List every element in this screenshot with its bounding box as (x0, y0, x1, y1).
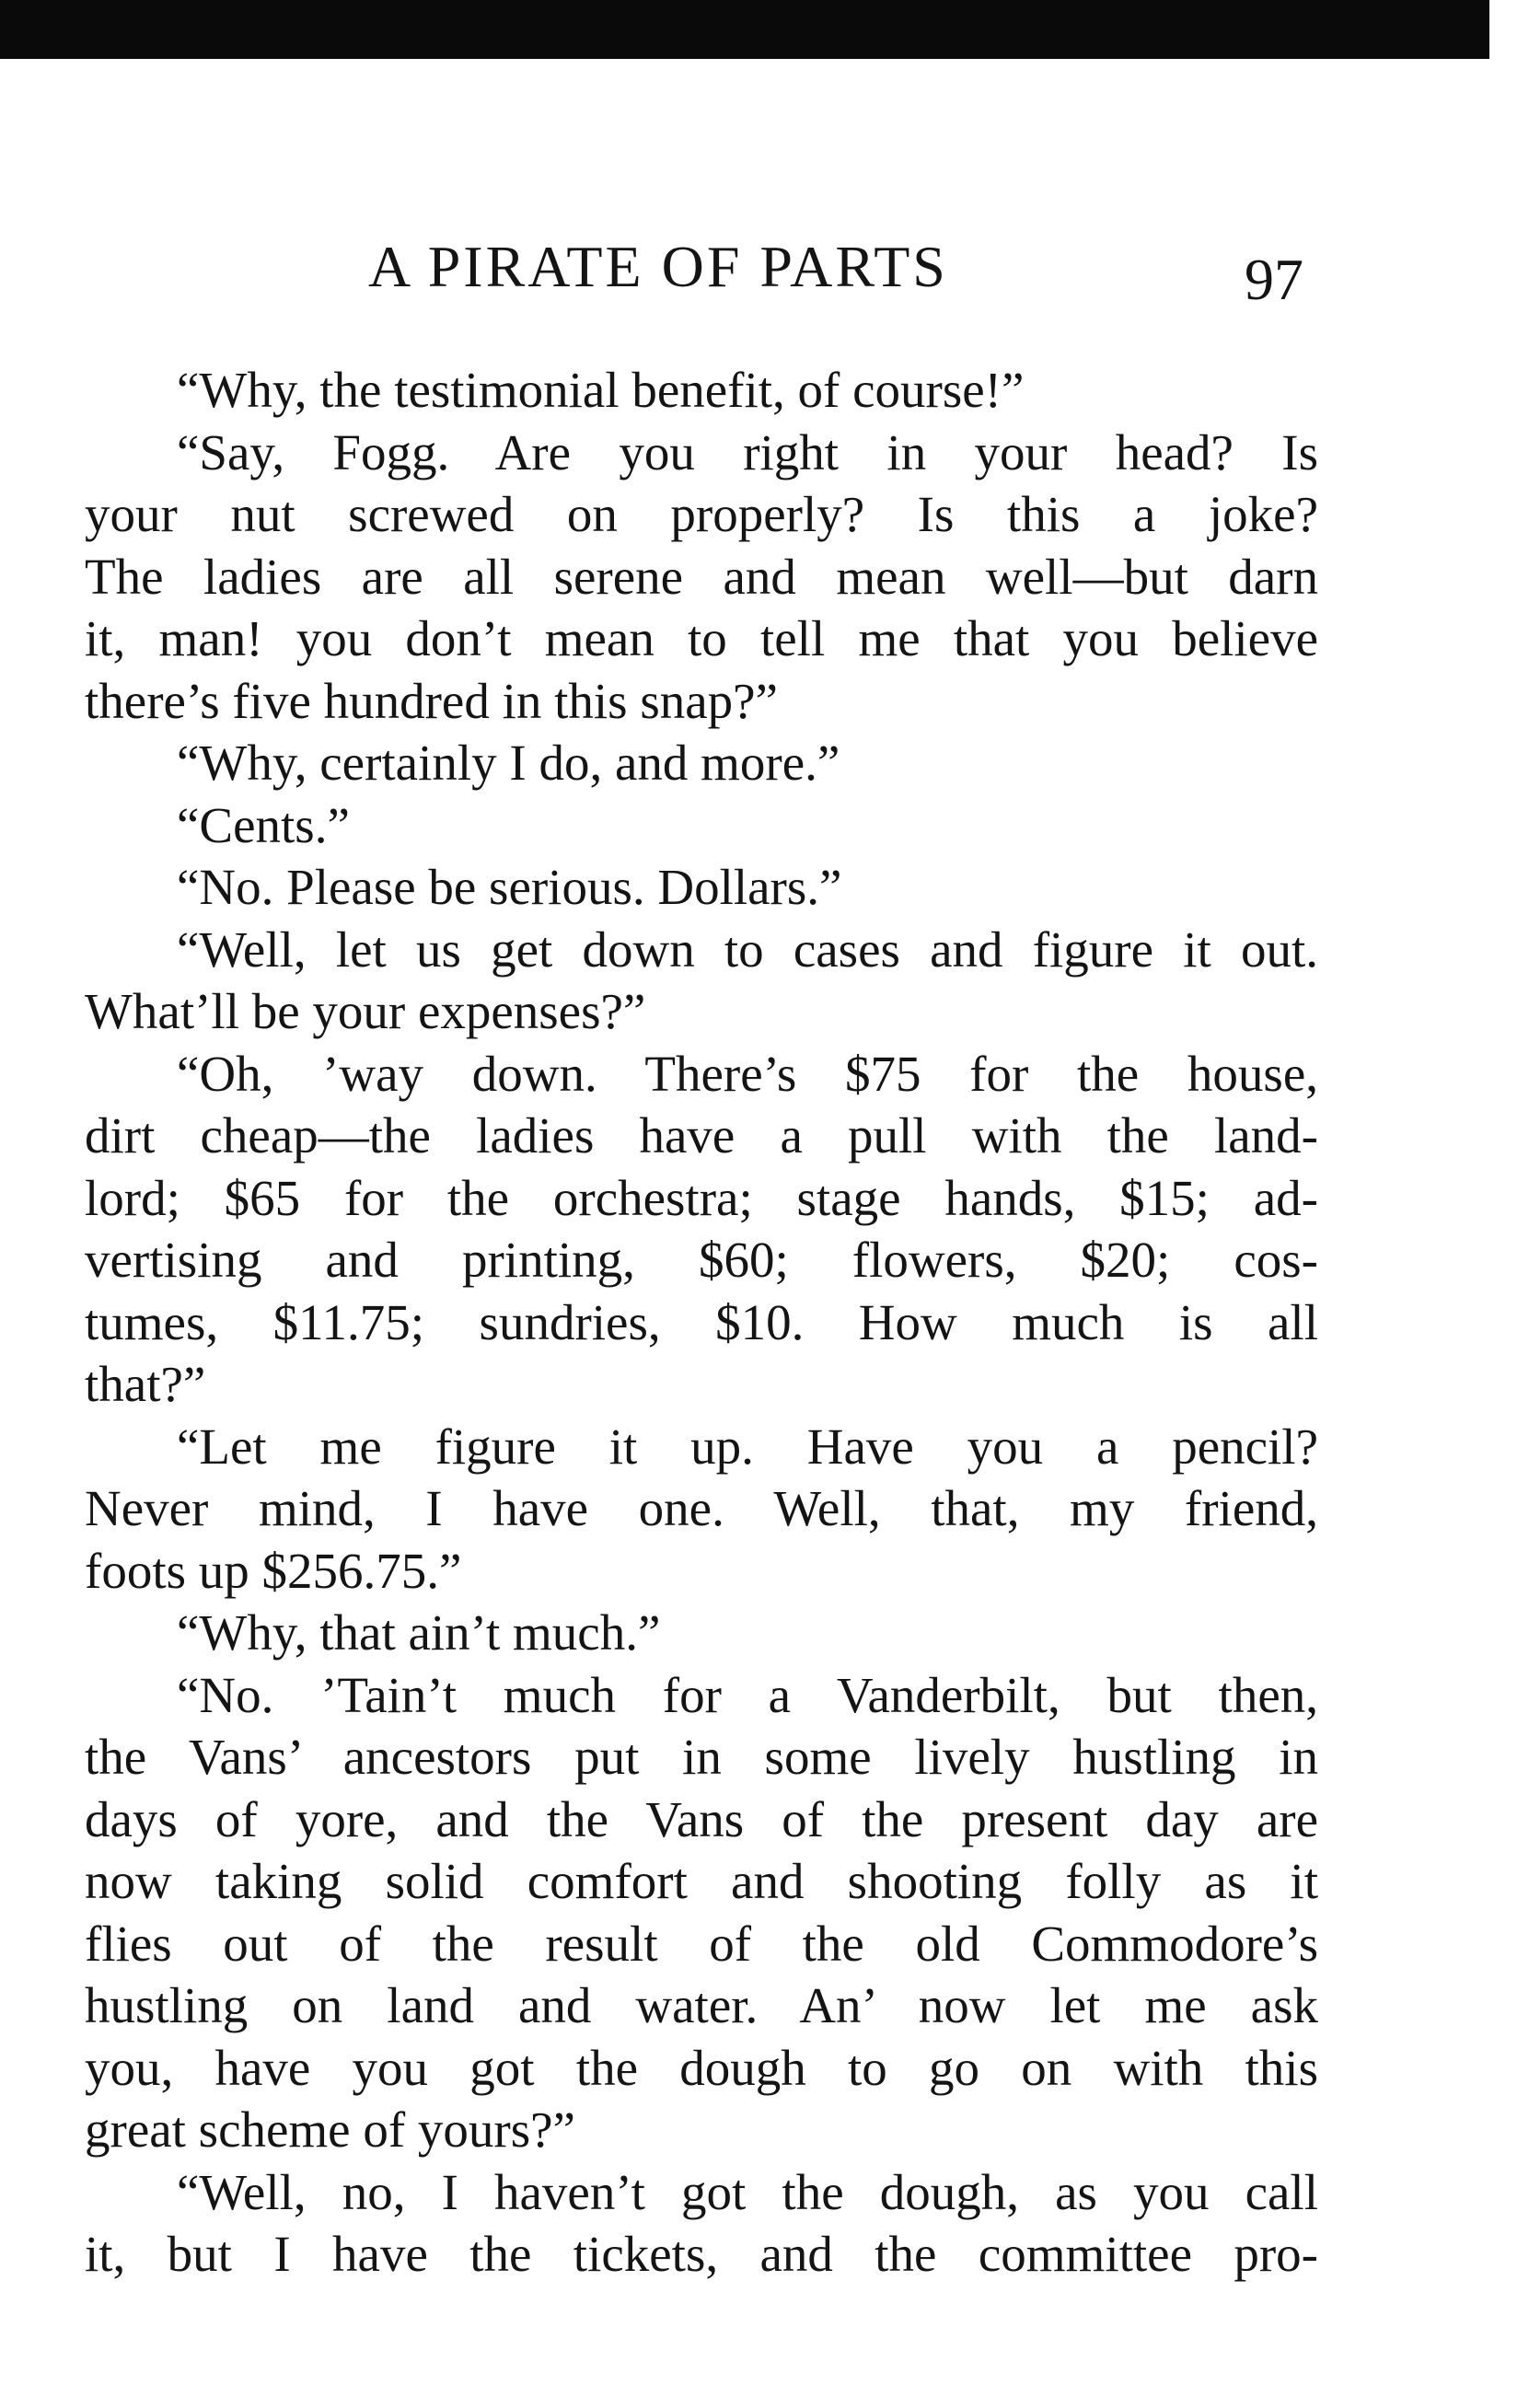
text-line: vertising and printing, $60; flowers, $20; cos- (85, 1232, 1318, 1288)
running-head: A PIRATE OF PARTS (368, 234, 948, 299)
text-line: that?” (85, 1356, 206, 1412)
text-line: there’s five hundred in this snap?” (85, 672, 778, 729)
page-number: 97 (1245, 247, 1303, 312)
text-line: days of yore, and the Vans of the present day are (85, 1790, 1318, 1847)
text-line: What’ll be your expenses?” (85, 983, 646, 1039)
text-line: “Why, that ain’t much.” (177, 1604, 661, 1661)
text-line: “Say, Fogg. Are you right in your head? Is (177, 423, 1318, 480)
text-line: “No. ’Tain’t much for a Vanderbilt, but then, (177, 1666, 1318, 1723)
text-line: flies out of the result of the old Commodore’s (85, 1915, 1318, 1972)
text-line: hustling on land and water. An’ now let me ask (85, 1977, 1318, 2033)
body-text (85, 359, 1318, 2286)
text-line: The ladies are all serene and mean well—but darn (85, 548, 1318, 605)
text-line: “Oh, ’way down. There’s $75 for the house, (177, 1045, 1318, 1102)
text-line: your nut screwed on properly? Is this a joke? (85, 486, 1318, 542)
text-line: it, man! you don’t mean to tell me that you believe (85, 610, 1318, 666)
top-rule (0, 0, 1489, 59)
text-line: it, but I have the tickets, and the committee pro- (85, 2226, 1318, 2282)
text-line: you, have you got the dough to go on with this (85, 2039, 1318, 2096)
text-line: “Well, let us get down to cases and figure it out. (177, 920, 1318, 978)
text-line: Never mind, I have one. Well, that, my friend, (85, 1480, 1318, 1536)
text-line: “Why, the testimonial benefit, of course!” (177, 362, 1025, 418)
text-line: great scheme of yours?” (85, 2101, 575, 2158)
text-line: dirt cheap—the ladies have a pull with the land- (85, 1107, 1318, 1163)
text-line: “Well, no, I haven’t got the dough, as you call (177, 2163, 1318, 2220)
text-line: “Why, certainly I do, and more.” (177, 735, 840, 791)
text-line: “Let me figure it up. Have you a pencil? (177, 1418, 1318, 1475)
text-line: the Vans’ ancestors put in some lively hustling in (85, 1729, 1318, 1785)
text-line: now taking solid comfort and shooting folly as it (85, 1853, 1318, 1909)
text-line: foots up $256.75.” (85, 1542, 462, 1599)
text-line: tumes, $11.75; sundries, $10. How much is all (85, 1293, 1318, 1350)
text-line: “No. Please be serious. Dollars.” (177, 859, 842, 915)
text-line: lord; $65 for the orchestra; stage hands, $15; ad- (85, 1169, 1318, 1226)
text-line: “Cents.” (177, 796, 350, 853)
